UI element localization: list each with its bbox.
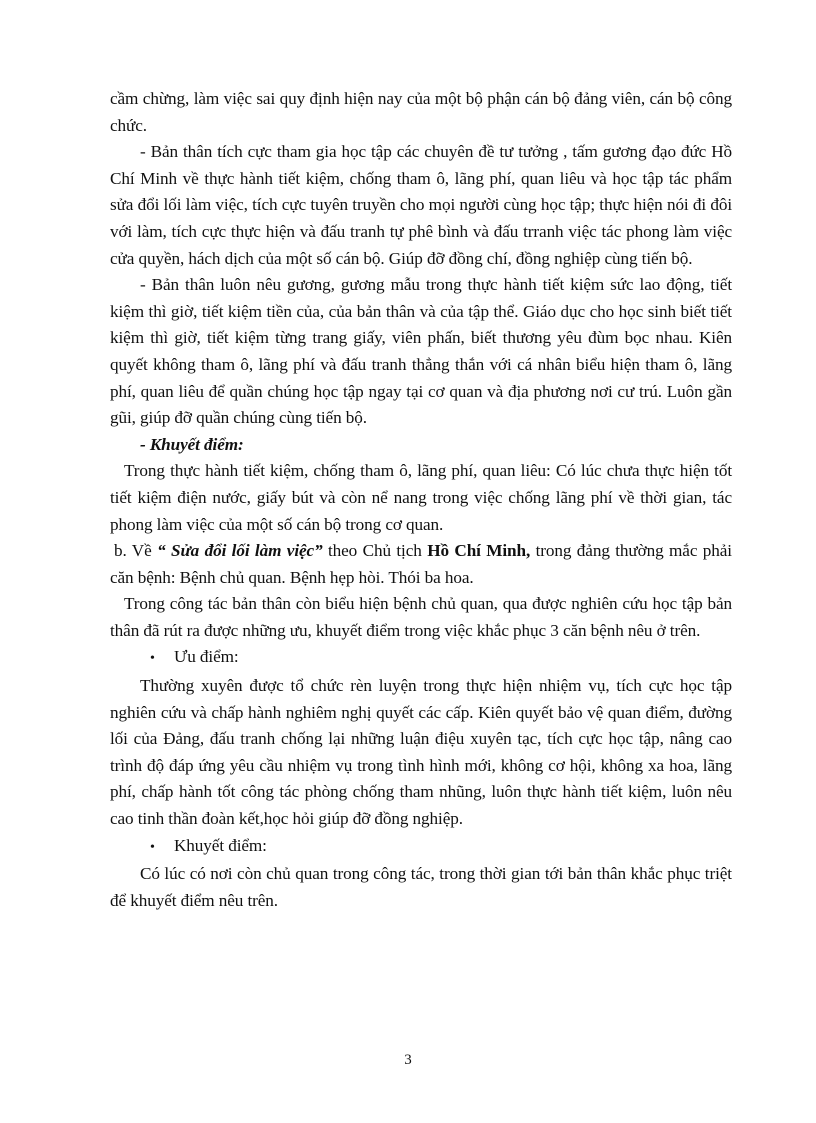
paragraph-5: Trong công tác bản thân còn biểu hiện bệnh chủ quan, qua được nghiên cứu học tập bản thân đã rút ra được những ưu, khuyết điểm trong việc khắc phục 3 căn bệnh nêu ở trên. [110,594,732,640]
paragraph-7: Có lúc có nơi còn chủ quan trong công tác, trong thời gian tới bản thân khắc phục triệt để khuyết điểm nêu trên. [110,864,732,910]
khuyet-diem-heading-text: - Khuyết điểm: [140,434,244,454]
section-b-mid: theo Chủ tịch [322,541,428,561]
section-b-heading [110,538,732,591]
section-b-title: “ Sửa đổi lối làm việc” [157,541,323,561]
page-number: 3 [404,1052,412,1068]
section-b-prefix: b. Về [114,541,158,561]
paragraph-6: Thường xuyên được tổ chức rèn luyện trong thực hiện nhiệm vụ, tích cực học tập nghiên cứu và chấp hành nghiêm nghị quyết các cấp. Kiên quyết bảo vệ quan điểm, đường lối của Đảng, đấu tranh chống lại những luận điệu xuyên tạc, tích cực học tập, nâng cao trình độ đáp ứng yêu cầu nhiệm vụ trong tình hình mới, không cơ hội, không xa hoa, lãng phí, chấp hành tốt công tác phòng chống tham nhũng, luôn thực hành tiết kiệm, luôn nêu cao tinh thần đoàn kết,học hỏi giúp đỡ đồng nghiệp. [110,676,732,829]
bullet-icon: • [150,839,155,855]
khuyet-diem-bullet [110,833,732,862]
paragraph-1: cầm chừng, làm việc sai quy định hiện nay của một bộ phận cán bộ đảng viên, cán bộ công chức. [110,89,732,135]
paragraph-2: - Bản thân tích cực tham gia học tập các chuyên đề tư tưởng , tấm gương đạo đức Hồ Chí Minh về thực hành tiết kiệm, chống tham ô, lãng phí, quan liêu và học tập tác phẩm sửa đổi lối làm việc, tích cực tuyên truyền cho mọi người cùng học tập; thực hiện nói đi đôi với làm, tích cực thực hiện và đấu tranh tự phê bình và đấu trranh việc tác phong làm việc cửa quyền, hách dịch của một số cán bộ. Giúp đỡ đồng chí, đồng nghiệp cùng tiến bộ. [110,142,732,268]
uu-diem-bullet [110,644,732,673]
paragraph-3: - Bản thân luôn nêu gương, gương mẫu trong thực hành tiết kiệm sức lao động, tiết kiệm thì giờ, tiết kiệm tiền của, của bản thân và của tập thể. Giáo dục cho học sinh biết tiết kiệm thì giờ, tiết kiệm từng trang giấy, viên phấn, biết thương yêu đùm bọc nhau. Kiên quyết không tham ô, lãng phí và đấu tranh thẳng thắn với cá nhân biểu hiện tham ô, lãng phí, quan liêu để quần chúng học tập ngay tại cơ quan và địa phương nơi cư trú. Luôn gần gũi, giúp đỡ quần chúng cùng tiến bộ. [110,275,732,428]
khuyet-diem-heading [110,432,732,459]
paragraph-4: Trong thực hành tiết kiệm, chống tham ô, lãng phí, quan liêu: Có lúc chưa thực hiện tốt tiết kiệm điện nước, giấy bút và còn nể nang trong việc chống lãng phí về thời gian, tác phong làm việc của một số cán bộ trong cơ quan. [110,461,732,534]
uu-diem-heading: Ưu điểm: [174,647,239,667]
document-page [110,86,732,914]
bullet-icon: • [150,651,155,667]
khuyet-diem-heading-2: Khuyết điểm: [174,835,267,855]
section-b-rest: trong đảng thường mắc phải căn bệnh: Bệnh chủ quan. Bệnh hẹp hòi. Thói ba hoa. [110,541,732,587]
section-b-name: Hồ Chí Minh, [427,541,531,561]
